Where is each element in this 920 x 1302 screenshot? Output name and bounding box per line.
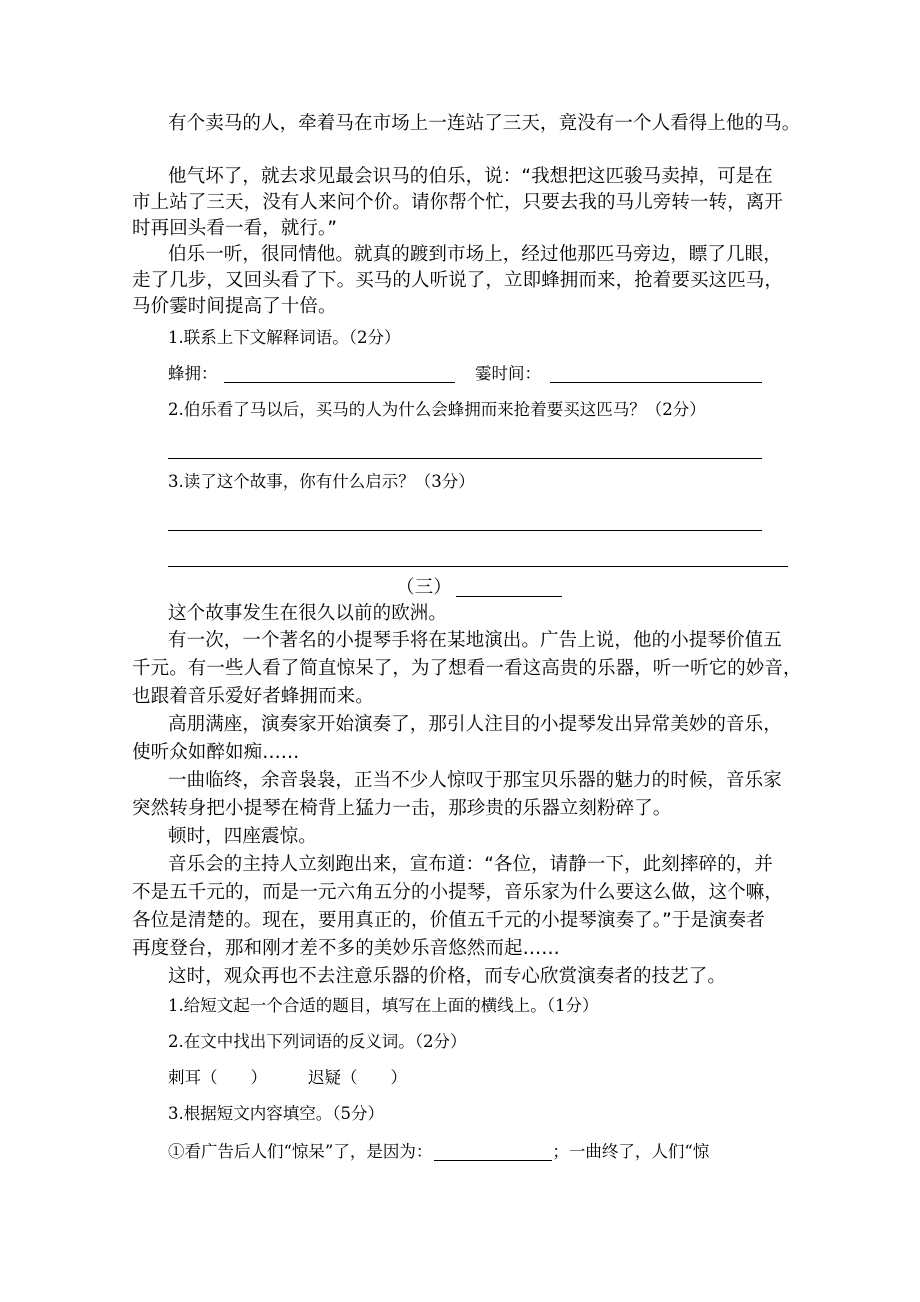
paragraph-line: 时再回头看一看，就行。” — [132, 218, 338, 239]
question-3: 3.读了这个故事，你有什么启示？（3分） — [168, 472, 475, 491]
paragraph-line: 各位是清楚的。现在，要用真正的，价值五千元的小提琴演奏了。”于是演奏者 — [132, 910, 765, 931]
paragraph-line: 也跟着音乐爱好者蜂拥而来。 — [132, 686, 374, 707]
title-blank[interactable] — [456, 578, 562, 597]
answer-line-q3-1[interactable] — [168, 530, 762, 531]
paragraph-line: 市上站了三天，没有人来问个价。请你帮个忙，只要去我的马儿旁转一转，离开 — [132, 192, 784, 213]
antonym-chi-yi[interactable]: 迟疑（ ） — [308, 1068, 407, 1087]
question-3-fill: 3.根据短文内容填空。（5分） — [168, 1104, 384, 1123]
paragraph-line: 再度登台，那和刚才差不多的美妙乐音悠然而起…… — [132, 938, 560, 959]
paragraph-line: 有个卖马的人，牵着马在市场上一连站了三天，竟没有一个人看得上他的马。 — [168, 113, 801, 134]
paragraph-line: 使听众如醉如痴…… — [132, 742, 300, 763]
fill-item-1-prompt: ①看广告后人们“惊呆”了，是因为： — [168, 1142, 433, 1161]
paragraph-line: 音乐会的主持人立刻跑出来，宣布道：“各位，请静一下，此刻摔碎的，并 — [168, 854, 773, 875]
paragraph-line: 走了几步，又回头看了下。买马的人听说了，立即蜂拥而来，抢着要买这匹马， — [132, 270, 784, 291]
fill-item-1 — [168, 1142, 709, 1161]
paragraph-line: 他气坏了，就去求见最会识马的伯乐，说：“我想把这匹骏马卖掉，可是在 — [168, 166, 773, 187]
question-1: 1.联系上下文解释词语。（2分） — [168, 328, 401, 347]
paragraph-line: 突然转身把小提琴在椅背上猛力一击，那珍贵的乐器立刻粉碎了。 — [132, 798, 672, 819]
question-2: 2.伯乐看了马以后，买马的人为什么会蜂拥而来抢着要买这匹马？（2分） — [168, 400, 706, 419]
paragraph-line: 顿时，四座震惊。 — [168, 826, 317, 847]
paragraph-line: 这个故事发生在很久以前的欧洲。 — [168, 603, 448, 624]
paragraph-line: 有一次，一个著名的小提琴手将在某地演出。广告上说，他的小提琴价值五 — [168, 630, 782, 651]
fill-blank-1[interactable] — [434, 1142, 552, 1161]
answer-line-fengyong[interactable] — [224, 382, 455, 383]
paragraph-line: 马价霎时间提高了十倍。 — [132, 296, 337, 317]
paragraph-line: 千元。有一些人看了简直惊呆了，为了想看一看这高贵的乐器，听一听它的妙音， — [132, 658, 802, 679]
answer-line-shashijian[interactable] — [550, 382, 762, 383]
paragraph-line: 高朋满座，演奏家开始演奏了，那引人注目的小提琴发出异常美妙的音乐， — [168, 714, 782, 735]
answer-line-q3-2[interactable] — [168, 566, 788, 567]
vocab-label-shashijian: 霎时间： — [475, 364, 541, 383]
section-heading — [396, 578, 562, 598]
paragraph-line: 伯乐一听，很同情他。就真的踱到市场上，经过他那匹马旁边，瞟了几眼， — [168, 244, 782, 265]
answer-line-q2[interactable] — [168, 458, 762, 459]
vocab-label-fengyong: 蜂拥： — [168, 364, 218, 383]
paragraph-line: 一曲临终，余音袅袅，正当不少人惊叹于那宝贝乐器的魅力的时候，音乐家 — [168, 770, 782, 791]
fill-item-1-continuation: ；一曲终了，人们“惊 — [552, 1142, 710, 1161]
paragraph-line: 不是五千元的，而是一元六角五分的小提琴，音乐家为什么要这么做，这个嘛， — [132, 882, 784, 903]
paragraph-line: 这时，观众再也不去注意乐器的价格，而专心欣赏演奏者的技艺了。 — [168, 966, 727, 987]
section-number: （三） — [396, 577, 452, 598]
question-2-antonyms: 2.在文中找出下列词语的反义词。（2分） — [168, 1032, 467, 1051]
question-1-title: 1.给短文起一个合适的题目，填写在上面的横线上。（1分） — [168, 996, 599, 1015]
antonym-ci-er[interactable]: 刺耳（ ） — [168, 1068, 267, 1087]
